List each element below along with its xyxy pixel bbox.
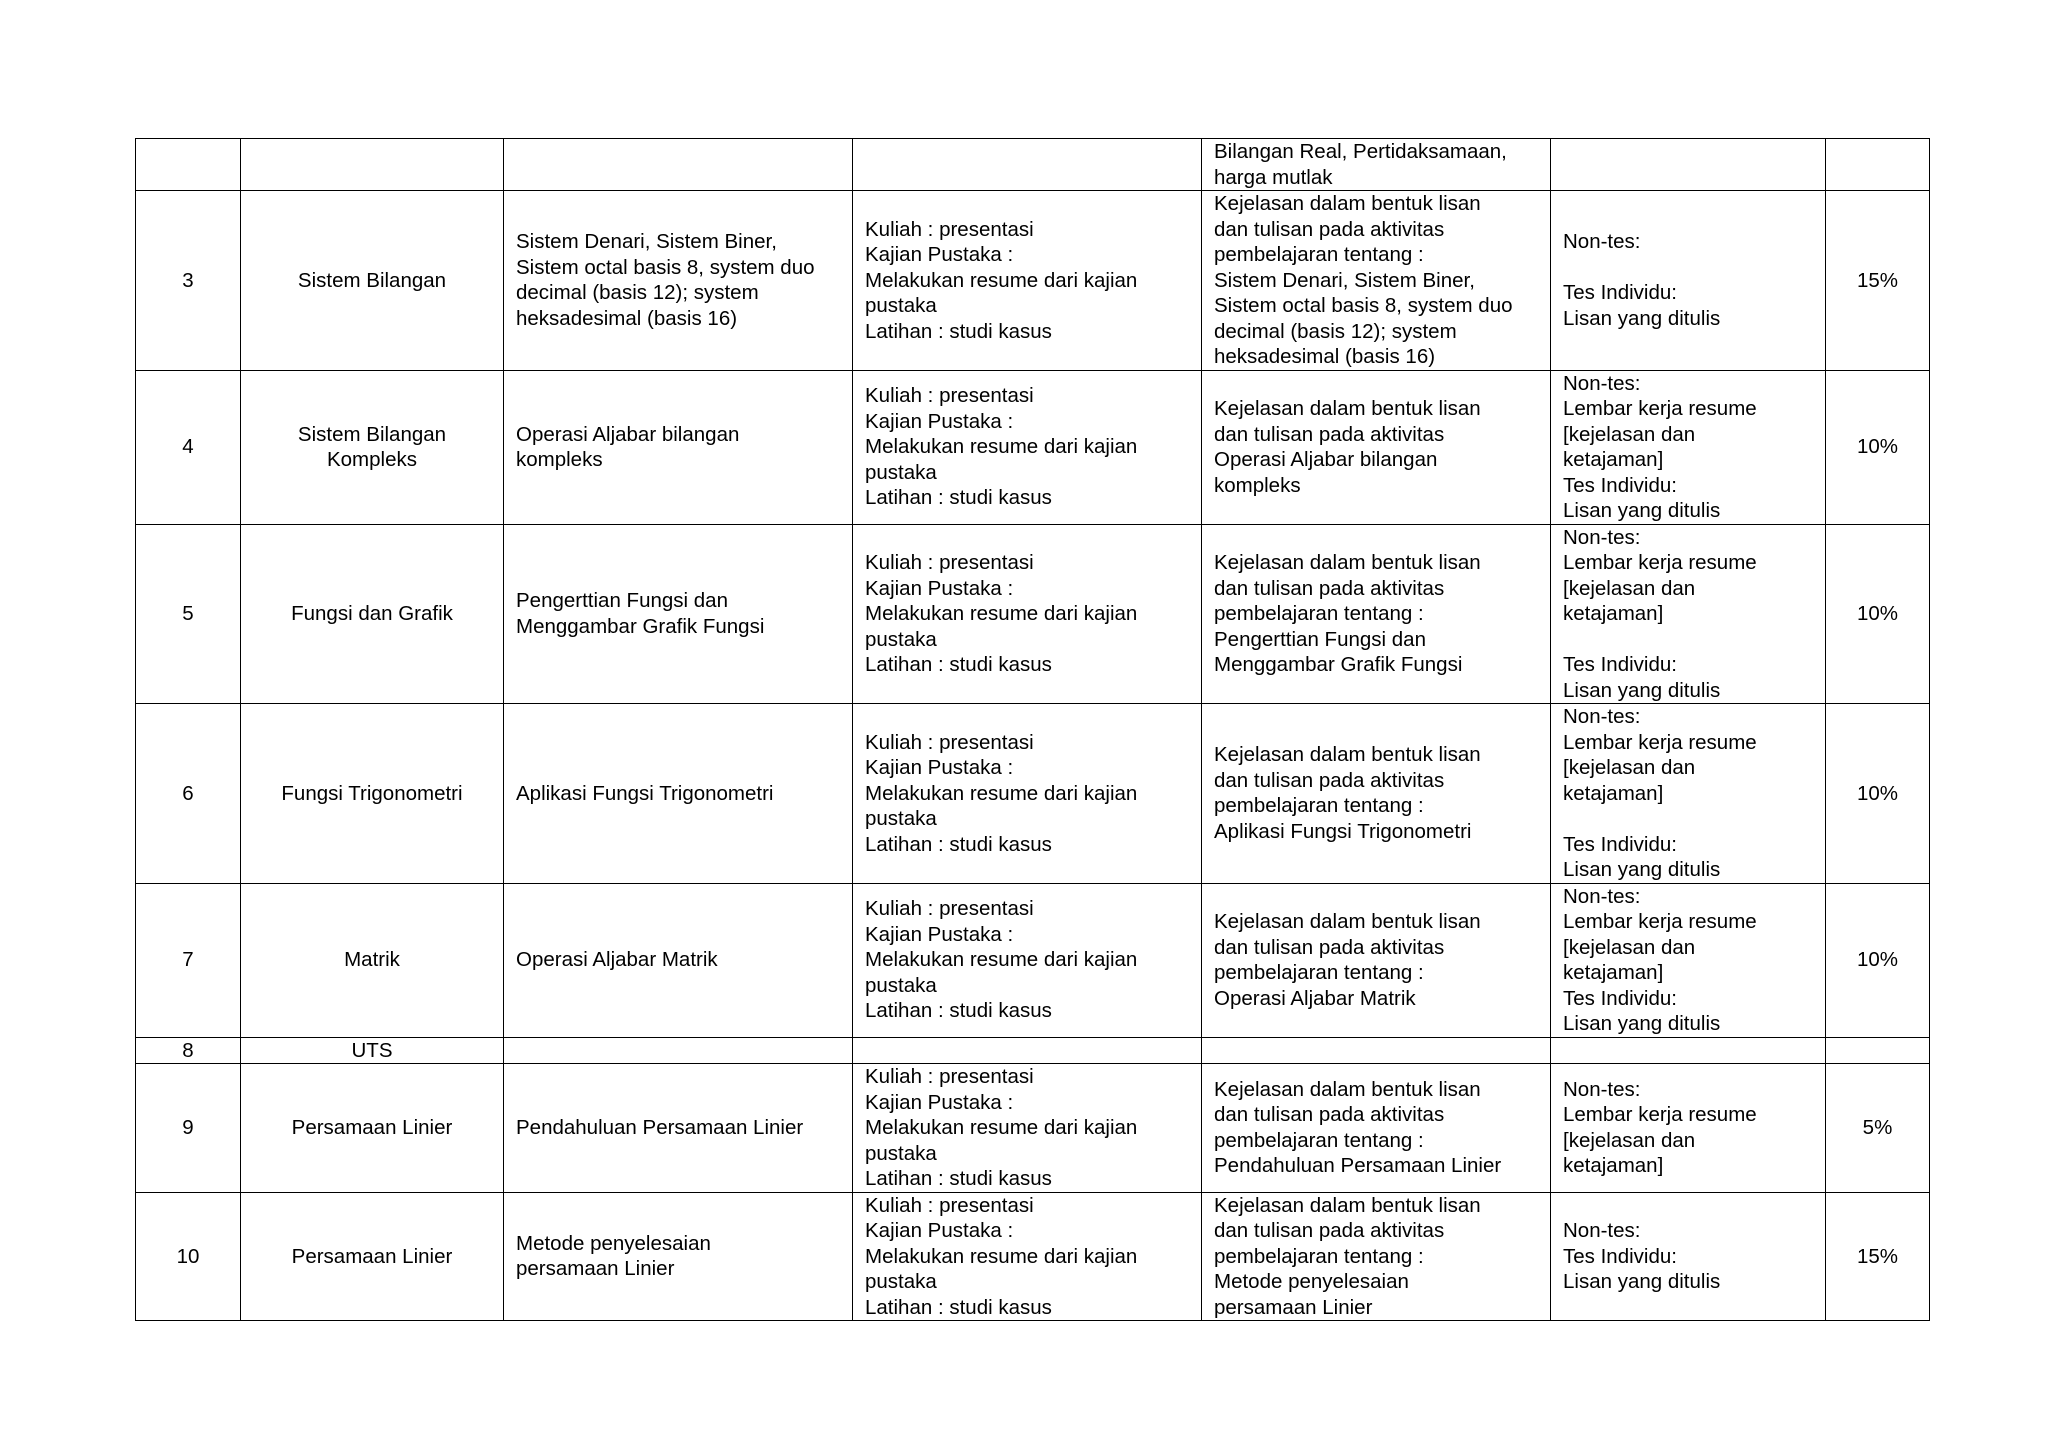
table-row xyxy=(136,370,1930,524)
subtopic-cell: Sistem Denari, Sistem Biner, Sistem octal basis 8, system duo decimal (basis 12); system heksadesimal (basis 16) xyxy=(504,191,853,371)
week-cell: 9 xyxy=(136,1064,241,1193)
week-cell: 6 xyxy=(136,704,241,884)
subtopic-cell xyxy=(504,139,853,191)
topic-cell: Persamaan Linier xyxy=(241,1192,504,1321)
table-row xyxy=(136,191,1930,371)
weight-cell: 15% xyxy=(1826,191,1930,371)
assessment-cell: Non-tes: Tes Individu: Lisan yang ditulis xyxy=(1551,1192,1826,1321)
assessment-cell xyxy=(1551,139,1826,191)
criteria-cell xyxy=(1202,1037,1551,1064)
table-row xyxy=(136,1192,1930,1321)
method-cell xyxy=(853,139,1202,191)
assessment-cell: Non-tes: Lembar kerja resume [kejelasan dan ketajaman] xyxy=(1551,1064,1826,1193)
method-cell: Kuliah : presentasi Kajian Pustaka : Melakukan resume dari kajian pustaka Latihan : studi kasus xyxy=(853,1192,1202,1321)
criteria-cell: Bilangan Real, Pertidaksamaan, harga mutlak xyxy=(1202,139,1551,191)
weight-cell xyxy=(1826,139,1930,191)
table-row xyxy=(136,524,1930,704)
week-cell: 5 xyxy=(136,524,241,704)
method-cell xyxy=(853,1037,1202,1064)
criteria-cell: Kejelasan dalam bentuk lisan dan tulisan pada aktivitas pembelajaran tentang : Sistem Denari, Sistem Biner, Sistem octal basis 8, system duo decimal (basis 12); system heksadesimal (basis 16) xyxy=(1202,191,1551,371)
criteria-cell: Kejelasan dalam bentuk lisan dan tulisan pada aktivitas pembelajaran tentang : Metode penyelesaian persamaan Linier xyxy=(1202,1192,1551,1321)
method-cell: Kuliah : presentasi Kajian Pustaka : Melakukan resume dari kajian pustaka Latihan : studi kasus xyxy=(853,883,1202,1037)
topic-cell: Persamaan Linier xyxy=(241,1064,504,1193)
weight-cell: 5% xyxy=(1826,1064,1930,1193)
week-cell: 4 xyxy=(136,370,241,524)
table-row xyxy=(136,1064,1930,1193)
table-row xyxy=(136,1037,1930,1064)
topic-cell: Matrik xyxy=(241,883,504,1037)
subtopic-cell: Aplikasi Fungsi Trigonometri xyxy=(504,704,853,884)
weight-cell: 10% xyxy=(1826,883,1930,1037)
method-cell: Kuliah : presentasi Kajian Pustaka : Melakukan resume dari kajian pustaka Latihan : studi kasus xyxy=(853,191,1202,371)
subtopic-cell: Pengerttian Fungsi dan Menggambar Grafik Fungsi xyxy=(504,524,853,704)
week-cell: 8 xyxy=(136,1037,241,1064)
table-row xyxy=(136,704,1930,884)
assessment-cell: Non-tes: Tes Individu: Lisan yang ditulis xyxy=(1551,191,1826,371)
topic-cell xyxy=(241,139,504,191)
topic-cell: UTS xyxy=(241,1037,504,1064)
topic-cell: Fungsi Trigonometri xyxy=(241,704,504,884)
weight-cell xyxy=(1826,1037,1930,1064)
week-cell: 7 xyxy=(136,883,241,1037)
topic-cell: Sistem Bilangan Kompleks xyxy=(241,370,504,524)
criteria-cell: Kejelasan dalam bentuk lisan dan tulisan pada aktivitas pembelajaran tentang : Pengerttian Fungsi dan Menggambar Grafik Fungsi xyxy=(1202,524,1551,704)
method-cell: Kuliah : presentasi Kajian Pustaka : Melakukan resume dari kajian pustaka Latihan : studi kasus xyxy=(853,1064,1202,1193)
course-plan-table xyxy=(135,138,1930,1321)
week-cell: 3 xyxy=(136,191,241,371)
criteria-cell: Kejelasan dalam bentuk lisan dan tulisan pada aktivitas pembelajaran tentang : Operasi Aljabar Matrik xyxy=(1202,883,1551,1037)
table-row xyxy=(136,139,1930,191)
subtopic-cell: Operasi Aljabar bilangan kompleks xyxy=(504,370,853,524)
assessment-cell: Non-tes: Lembar kerja resume [kejelasan dan ketajaman] Tes Individu: Lisan yang ditulis xyxy=(1551,704,1826,884)
subtopic-cell: Pendahuluan Persamaan Linier xyxy=(504,1064,853,1193)
subtopic-cell: Operasi Aljabar Matrik xyxy=(504,883,853,1037)
week-cell: 10 xyxy=(136,1192,241,1321)
method-cell: Kuliah : presentasi Kajian Pustaka : Melakukan resume dari kajian pustaka Latihan : studi kasus xyxy=(853,524,1202,704)
assessment-cell: Non-tes: Lembar kerja resume [kejelasan dan ketajaman] Tes Individu: Lisan yang ditulis xyxy=(1551,524,1826,704)
topic-cell: Sistem Bilangan xyxy=(241,191,504,371)
criteria-cell: Kejelasan dalam bentuk lisan dan tulisan pada aktivitas Operasi Aljabar bilangan kompleks xyxy=(1202,370,1551,524)
table-row xyxy=(136,883,1930,1037)
weight-cell: 10% xyxy=(1826,524,1930,704)
method-cell: Kuliah : presentasi Kajian Pustaka : Melakukan resume dari kajian pustaka Latihan : studi kasus xyxy=(853,704,1202,884)
criteria-cell: Kejelasan dalam bentuk lisan dan tulisan pada aktivitas pembelajaran tentang : Pendahuluan Persamaan Linier xyxy=(1202,1064,1551,1193)
weight-cell: 10% xyxy=(1826,704,1930,884)
subtopic-cell: Metode penyelesaian persamaan Linier xyxy=(504,1192,853,1321)
topic-cell: Fungsi dan Grafik xyxy=(241,524,504,704)
method-cell: Kuliah : presentasi Kajian Pustaka : Melakukan resume dari kajian pustaka Latihan : studi kasus xyxy=(853,370,1202,524)
subtopic-cell xyxy=(504,1037,853,1064)
week-cell xyxy=(136,139,241,191)
assessment-cell xyxy=(1551,1037,1826,1064)
assessment-cell: Non-tes: Lembar kerja resume [kejelasan dan ketajaman] Tes Individu: Lisan yang ditulis xyxy=(1551,883,1826,1037)
criteria-cell: Kejelasan dalam bentuk lisan dan tulisan pada aktivitas pembelajaran tentang : Aplikasi Fungsi Trigonometri xyxy=(1202,704,1551,884)
assessment-cell: Non-tes: Lembar kerja resume [kejelasan dan ketajaman] Tes Individu: Lisan yang ditulis xyxy=(1551,370,1826,524)
weight-cell: 10% xyxy=(1826,370,1930,524)
weight-cell: 15% xyxy=(1826,1192,1930,1321)
